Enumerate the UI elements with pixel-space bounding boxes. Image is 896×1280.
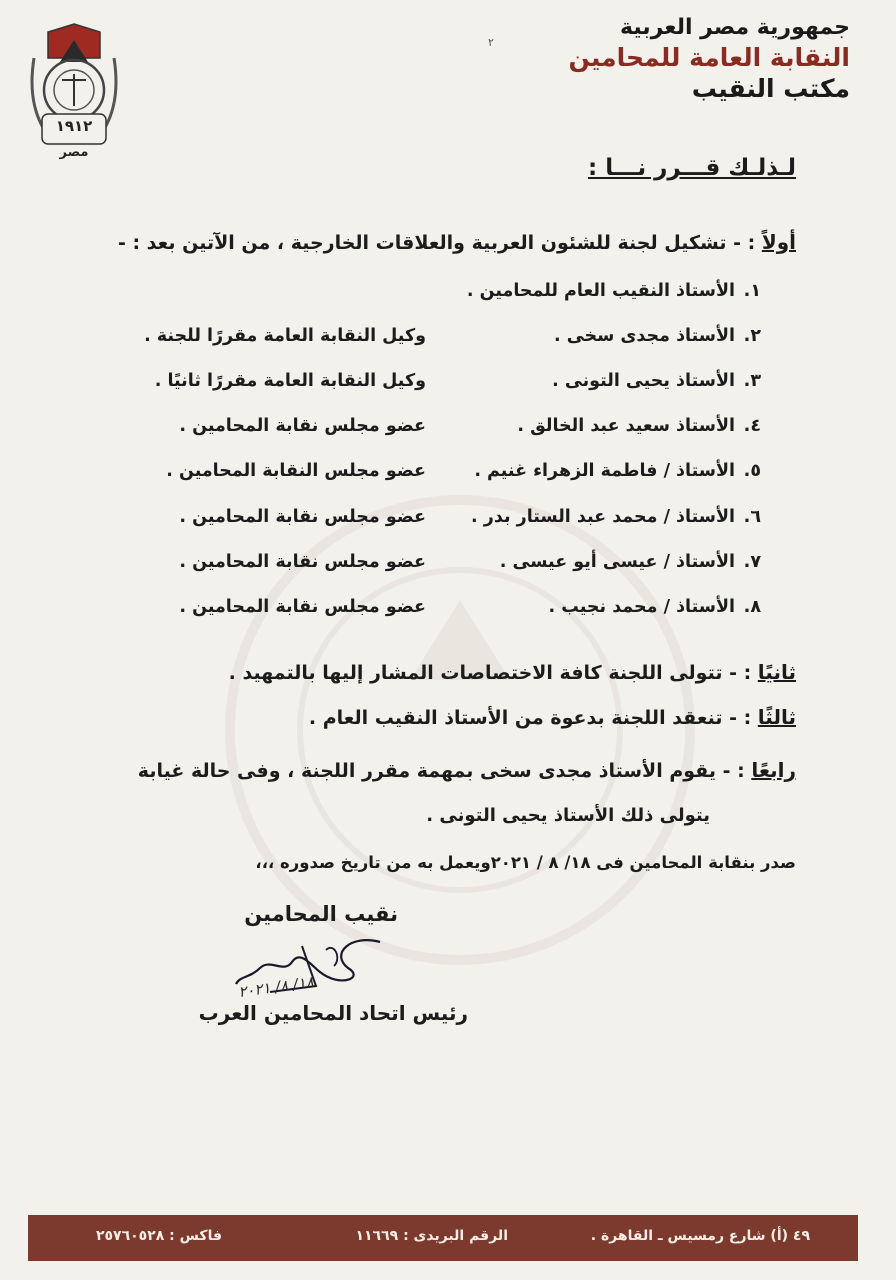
footer-postal-code: الرقم البريدى : ١١٦٦٩ — [355, 1228, 508, 1244]
member-number: ٣. — [743, 371, 761, 391]
clause-third-text: : - تنعقد اللجنة بدعوة من الأستاذ النقيب العام . — [308, 707, 758, 729]
clause-second-text: : - تتولى اللجنة كافة الاختصاصات المشار إليها بالتمهيد . — [228, 662, 758, 684]
member-name: الأستاذ النقيب العام للمحامين . — [466, 281, 735, 301]
letterhead — [568, 14, 850, 104]
letterhead-org: النقابة العامة للمحامين — [568, 42, 850, 72]
member-row — [549, 597, 761, 617]
footer-bar — [28, 1215, 858, 1261]
member-number: ٨. — [743, 597, 761, 617]
clause-third — [309, 705, 796, 729]
member-name: الأستاذ / محمد نجيب . — [548, 597, 735, 617]
member-name: الأستاذ مجدى سخى . — [554, 326, 735, 346]
member-number: ٥. — [743, 461, 761, 481]
logo-place: مصر — [59, 145, 89, 160]
clause-fourth-text: : - يقوم الأستاذ مجدى سخى بمهمة مقرر اللجنة ، وفى حالة غيابة — [137, 760, 752, 782]
member-row — [517, 416, 761, 436]
clause-fourth-continuation: يتولى ذلك الأستاذ يحيى التونى . — [426, 805, 710, 826]
clause-second-label: ثانيًا — [757, 660, 796, 684]
member-name: الأستاذ يحيى التونى . — [552, 371, 735, 391]
page-number: ٢ — [488, 36, 494, 49]
member-number: ١. — [743, 281, 761, 301]
member-row — [552, 371, 761, 391]
clause-fourth — [138, 758, 796, 782]
clause-first — [118, 230, 796, 254]
footer-fax: فاكس : ٢٥٧٦٠٥٢٨ — [95, 1228, 222, 1244]
member-row — [471, 507, 761, 527]
issue-statement: صدر بنقابة المحامين فى ١٨/ ٨ / ٢٠٢١ويعمل به من تاريخ صدوره ،،، — [255, 853, 796, 872]
clause-fourth-label: رابعًا — [751, 758, 796, 782]
letterhead-office: مكتب النقيب — [691, 73, 850, 103]
member-row — [554, 326, 761, 346]
bar-association-logo — [20, 18, 128, 166]
member-role: وكيل النقابة العامة مقررًا للجنة . — [144, 326, 426, 346]
member-number: ٢. — [743, 326, 761, 346]
clause-third-label: ثالثًا — [757, 705, 796, 729]
member-name: الأستاذ / محمد عبد الستار بدر . — [471, 507, 735, 527]
member-role: عضو مجلس نقابة المحامين . — [179, 597, 426, 617]
clause-first-label: أولاً — [761, 230, 796, 254]
footer-address: ٤٩ (أ) شارع رمسيس ـ القاهرة . — [590, 1228, 810, 1244]
signatory-subtitle: رئيس اتحاد المحامين العرب — [198, 1001, 468, 1025]
signatory-title: نقيب المحامين — [244, 902, 398, 926]
member-role: عضو مجلس نقابة المحامين . — [179, 552, 426, 572]
member-name: الأستاذ / فاطمة الزهراء غنيم . — [474, 461, 735, 481]
member-row — [474, 461, 761, 481]
member-role: عضو مجلس نقابة المحامين . — [179, 416, 426, 436]
clause-first-text: : - تشكيل لجنة للشئون العربية والعلاقات الخارجية ، من الآتين بعد : - — [117, 232, 762, 254]
member-role: عضو مجلس النقابة المحامين . — [166, 461, 426, 481]
member-number: ٦. — [743, 507, 761, 527]
letterhead-country: جمهورية مصر العربية — [620, 15, 850, 40]
member-name: الأستاذ / عيسى أيو عيسى . — [499, 552, 735, 572]
member-role: عضو مجلس نقابة المحامين . — [179, 507, 426, 527]
member-number: ٧. — [743, 552, 761, 572]
decision-heading: لـذلـك قـــرر نـــا : — [588, 155, 796, 181]
member-name: الأستاذ سعيد عبد الخالق . — [517, 416, 735, 436]
logo-year: ١٩١٢ — [55, 117, 93, 135]
signature-date: ١٨/ ٨/ ٢٠٢١ — [237, 972, 315, 1002]
clause-second — [229, 660, 796, 684]
member-role: وكيل النقابة العامة مقررًا ثانيًا . — [154, 371, 426, 391]
member-row — [500, 552, 761, 572]
member-row — [467, 281, 761, 301]
member-number: ٤. — [743, 416, 761, 436]
